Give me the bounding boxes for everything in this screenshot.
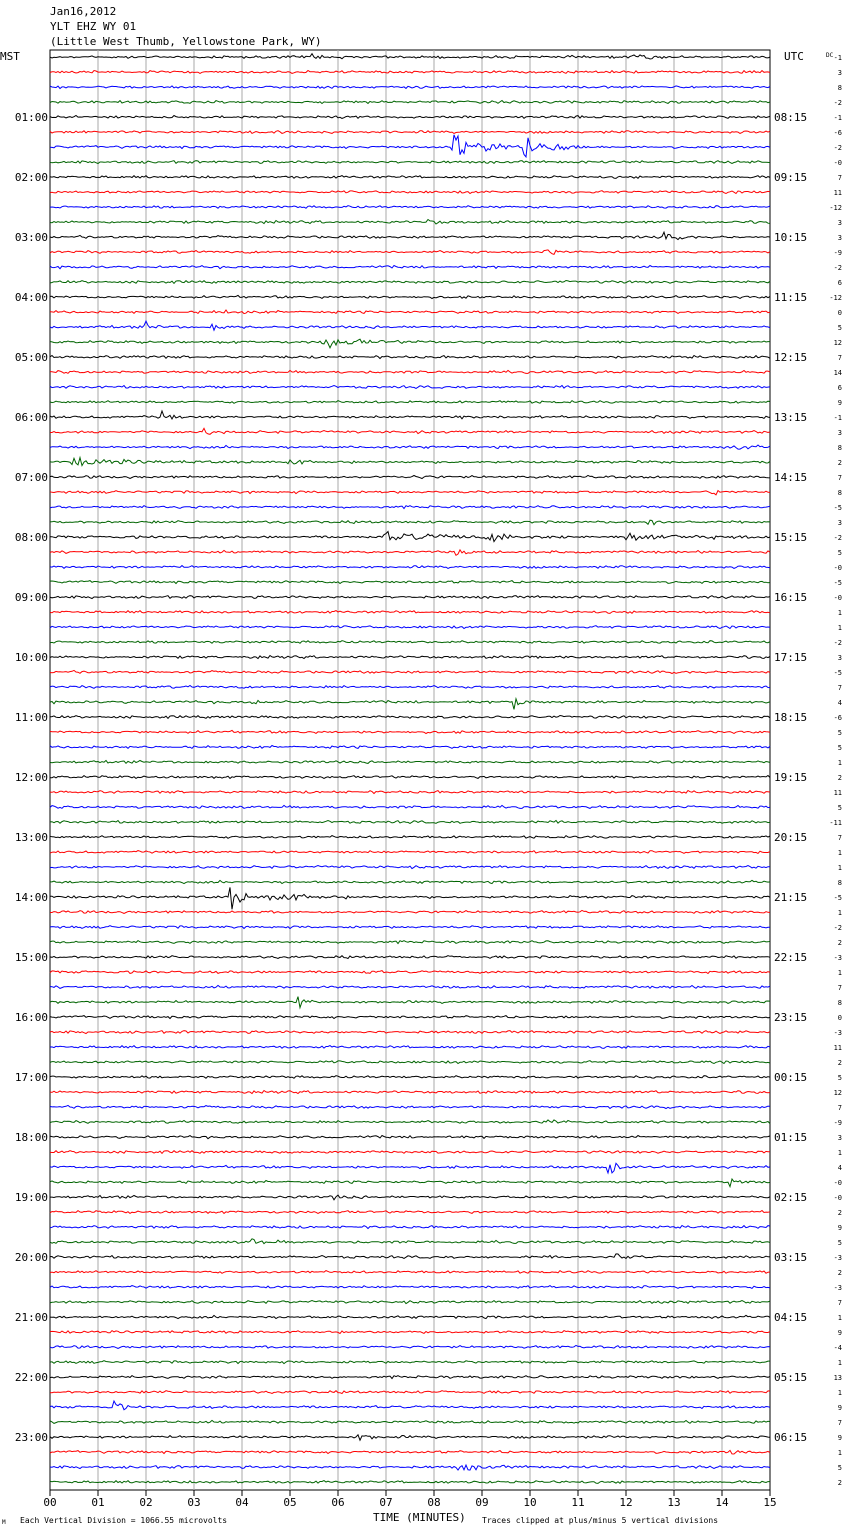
seismic-trace (50, 926, 770, 929)
hour-label-local: 22:00 (14, 1371, 48, 1384)
seismic-trace (50, 699, 770, 710)
seismic-trace (50, 250, 770, 255)
seismic-trace (50, 1420, 770, 1423)
hour-label-local: 03:00 (14, 231, 48, 244)
dc-offset-label: 3 (837, 234, 842, 242)
dc-offset-label: 2 (837, 1209, 842, 1217)
dc-offset-label: 8 (837, 444, 842, 452)
hour-label-utc: 10:15 (774, 231, 808, 244)
seismic-trace (50, 1226, 770, 1229)
seismic-trace (50, 506, 770, 509)
hour-label-local: 19:00 (14, 1191, 48, 1204)
seismic-trace (50, 730, 770, 733)
hour-label-utc: 05:15 (774, 1371, 808, 1384)
seismic-trace (50, 206, 770, 209)
dc-offset-label: 5 (837, 324, 842, 332)
dc-offset-label: -12 (829, 204, 842, 212)
dc-offset-label: 1 (837, 864, 842, 872)
seismic-trace (50, 386, 770, 389)
dc-offset-label: -2 (833, 534, 842, 542)
hour-label-utc: 18:15 (774, 711, 808, 724)
corner-mark: M (2, 1519, 6, 1526)
hour-label-local: 08:00 (14, 531, 48, 544)
hour-label-local: 17:00 (14, 1071, 48, 1084)
seismic-trace (50, 887, 770, 909)
dc-offset-label: 5 (837, 1239, 842, 1247)
seismic-trace (50, 941, 770, 944)
hour-label-utc: 08:15 (774, 111, 808, 124)
dc-offset-label: 8 (837, 879, 842, 887)
seismic-trace (50, 370, 770, 373)
hour-label-local: 12:00 (14, 771, 48, 784)
station-date: Jan16,2012 (50, 5, 117, 18)
seismic-trace (50, 1481, 770, 1484)
hour-label-local: 02:00 (14, 171, 48, 184)
dc-offset-label: -2 (833, 144, 842, 152)
dc-offset-label: 1 (837, 1149, 842, 1157)
hour-label-utc: 03:15 (774, 1251, 808, 1264)
dc-offset-label: 8 (837, 999, 842, 1007)
hour-label-utc: 14:15 (774, 471, 808, 484)
dc-offset-label: 7 (837, 354, 842, 362)
dc-offset-label: 9 (837, 1329, 842, 1337)
x-tick-label: 02 (139, 1496, 153, 1509)
dc-offset-label: 11 (833, 789, 842, 797)
hour-label-local: 10:00 (14, 651, 48, 664)
seismic-trace (50, 956, 770, 959)
dc-offset-label: 9 (837, 1404, 842, 1412)
x-tick-label: 07 (379, 1496, 393, 1509)
dc-offset-label: 1 (837, 1359, 842, 1367)
dc-offset-label: 3 (837, 69, 842, 77)
seismic-trace (50, 1151, 770, 1154)
dc-offset-label: 5 (837, 1074, 842, 1082)
seismic-trace (50, 805, 770, 808)
seismic-trace (50, 641, 770, 644)
seismic-trace (50, 232, 770, 239)
seismic-trace (50, 1076, 770, 1079)
seismic-trace (50, 54, 770, 59)
seismic-trace (50, 220, 770, 225)
seismic-trace (50, 1061, 770, 1064)
dc-offset-label: 1 (837, 609, 842, 617)
hour-label-utc: 22:15 (774, 951, 808, 964)
hour-label-utc: 06:15 (774, 1431, 808, 1444)
seismic-trace (50, 566, 770, 569)
x-tick-label: 08 (427, 1496, 441, 1509)
seismic-trace (50, 851, 770, 854)
x-axis-title: TIME (MINUTES) (373, 1511, 466, 1524)
dc-offset-label: 12 (833, 339, 842, 347)
dc-offset-label: -5 (833, 894, 842, 902)
seismic-trace (50, 761, 770, 764)
hour-label-local: 16:00 (14, 1011, 48, 1024)
seismic-trace (50, 1254, 770, 1259)
seismic-trace (50, 1331, 770, 1334)
seismic-trace (50, 458, 770, 466)
seismic-trace (50, 1376, 770, 1379)
dc-offset-label: -3 (833, 1029, 842, 1037)
dc-offset-label: 3 (837, 429, 842, 437)
seismic-trace (50, 295, 770, 298)
dc-offset-label: -0 (833, 1179, 842, 1187)
hour-label-utc: 21:15 (774, 891, 808, 904)
seismic-trace (50, 86, 770, 89)
dc-offset-label: 4 (837, 1164, 842, 1172)
seismic-trace (50, 520, 770, 525)
seismic-trace (50, 475, 770, 478)
seismic-trace (50, 491, 770, 495)
dc-offset-label: 5 (837, 1464, 842, 1472)
seismic-trace (50, 791, 770, 794)
dc-offset-label: -12 (829, 294, 842, 302)
seismic-trace (50, 1286, 770, 1289)
dc-offset-label: 5 (837, 729, 842, 737)
dc-offset-label: -2 (833, 264, 842, 272)
dc-offset-label: -9 (833, 249, 842, 257)
seismic-trace (50, 1450, 770, 1454)
hour-label-local: 20:00 (14, 1251, 48, 1264)
hour-label-utc: 11:15 (774, 291, 808, 304)
seismic-trace (50, 985, 770, 988)
hour-label-utc: 09:15 (774, 171, 808, 184)
x-tick-label: 11 (571, 1496, 585, 1509)
dc-offset-label: 5 (837, 549, 842, 557)
seismic-trace (50, 191, 770, 194)
dc-offset-label: 1 (837, 1314, 842, 1322)
x-tick-label: 05 (283, 1496, 297, 1509)
seismic-trace (50, 821, 770, 824)
hour-label-local: 14:00 (14, 891, 48, 904)
dc-offset-label: -11 (829, 819, 842, 827)
dc-offset-label: 14 (833, 369, 842, 377)
dc-offset-label: 2 (837, 774, 842, 782)
dc-offset-label: 5 (837, 744, 842, 752)
x-tick-label: 04 (235, 1496, 249, 1509)
seismic-trace (50, 1465, 770, 1470)
hour-label-local: 06:00 (14, 411, 48, 424)
seismic-trace (50, 411, 770, 419)
seismic-trace (50, 1163, 770, 1173)
dc-offset-label: -1 (833, 54, 842, 62)
seismic-trace (50, 626, 770, 629)
seismic-trace (50, 1271, 770, 1274)
seismic-trace (50, 1435, 770, 1440)
dc-offset-label: -9 (833, 1119, 842, 1127)
dc-offset-label: -2 (833, 639, 842, 647)
dc-offset-label: 2 (837, 939, 842, 947)
seismic-trace (50, 310, 770, 314)
seismic-trace (50, 1046, 770, 1049)
dc-offset-label: -3 (833, 954, 842, 962)
seismic-trace (50, 716, 770, 719)
dc-offset-label: 3 (837, 519, 842, 527)
seismic-trace (50, 1345, 770, 1348)
station-channel: YLT EHZ WY 01 (50, 20, 137, 33)
dc-offset-label: 11 (833, 189, 842, 197)
hour-label-local: 01:00 (14, 111, 48, 124)
dc-offset-label: 1 (837, 1449, 842, 1457)
dc-offset-header: DC (826, 52, 834, 59)
dc-offset-label: -6 (833, 129, 842, 137)
seismic-trace (50, 746, 770, 749)
dc-offset-label: 2 (837, 1479, 842, 1487)
seismic-trace (50, 1301, 770, 1304)
seismic-trace (50, 401, 770, 404)
x-tick-label: 12 (619, 1496, 633, 1509)
station-location: (Little West Thumb, Yellowstone Park, WY) (50, 35, 322, 48)
clip-note: Traces clipped at plus/minus 5 vertical divisions (482, 1516, 719, 1525)
seismic-trace (50, 1401, 770, 1410)
seismic-trace (50, 971, 770, 974)
x-tick-label: 01 (91, 1496, 105, 1509)
dc-offset-label: -5 (833, 579, 842, 587)
seismic-trace (50, 910, 770, 913)
seismic-trace (50, 356, 770, 359)
x-tick-label: 06 (331, 1496, 345, 1509)
hour-label-local: 18:00 (14, 1131, 48, 1144)
hour-label-local: 21:00 (14, 1311, 48, 1324)
dc-offset-label: 9 (837, 1434, 842, 1442)
plot-frame (50, 50, 770, 1490)
seismic-trace (50, 656, 770, 659)
seismic-trace (50, 1091, 770, 1094)
hour-label-local: 04:00 (14, 291, 48, 304)
seismic-trace (50, 1105, 770, 1108)
dc-offset-label: 1 (837, 624, 842, 632)
seismic-trace (50, 1315, 770, 1318)
seismic-trace (50, 836, 770, 839)
dc-offset-label: 2 (837, 1269, 842, 1277)
dc-offset-label: -3 (833, 1284, 842, 1292)
dc-offset-label: 7 (837, 1299, 842, 1307)
dc-offset-label: -0 (833, 564, 842, 572)
dc-offset-label: -4 (833, 1344, 842, 1352)
dc-offset-label: 7 (837, 834, 842, 842)
seismic-trace (50, 116, 770, 119)
dc-offset-label: 1 (837, 909, 842, 917)
hour-label-utc: 20:15 (774, 831, 808, 844)
seismic-trace (50, 71, 770, 74)
seismic-trace (50, 135, 770, 157)
dc-offset-label: 8 (837, 489, 842, 497)
seismic-trace (50, 866, 770, 869)
x-tick-label: 03 (187, 1496, 201, 1509)
x-tick-label: 09 (475, 1496, 489, 1509)
dc-offset-label: 6 (837, 279, 842, 287)
dc-offset-label: 11 (833, 1044, 842, 1052)
dc-offset-label: 7 (837, 474, 842, 482)
dc-offset-label: 4 (837, 699, 842, 707)
dc-offset-label: 7 (837, 174, 842, 182)
hour-label-utc: 19:15 (774, 771, 808, 784)
seismic-trace (50, 1391, 770, 1394)
dc-offset-label: -0 (833, 594, 842, 602)
dc-offset-label: -2 (833, 99, 842, 107)
seismic-trace (50, 611, 770, 614)
dc-offset-label: 1 (837, 1389, 842, 1397)
x-tick-label: 10 (523, 1496, 537, 1509)
seismic-trace (50, 428, 770, 434)
dc-offset-label: 1 (837, 759, 842, 767)
hour-label-local: 15:00 (14, 951, 48, 964)
seismic-trace (50, 776, 770, 779)
dc-offset-label: 2 (837, 459, 842, 467)
hour-label-utc: 00:15 (774, 1071, 808, 1084)
seismic-trace (50, 339, 770, 348)
dc-offset-label: 7 (837, 984, 842, 992)
seismic-trace (50, 1239, 770, 1244)
hour-label-local: 11:00 (14, 711, 48, 724)
seismic-trace (50, 445, 770, 449)
hour-label-utc: 17:15 (774, 651, 808, 664)
seismic-trace (50, 532, 770, 542)
dc-offset-label: 6 (837, 384, 842, 392)
seismic-trace (50, 1136, 770, 1139)
hour-label-utc: 12:15 (774, 351, 808, 364)
hour-label-local: 23:00 (14, 1431, 48, 1444)
dc-offset-label: -1 (833, 414, 842, 422)
seismic-trace (50, 321, 770, 330)
x-tick-label: 13 (667, 1496, 681, 1509)
left-timezone-label: MST (0, 50, 20, 63)
hour-label-utc: 15:15 (774, 531, 808, 544)
dc-offset-label: 0 (837, 1014, 842, 1022)
hour-label-utc: 16:15 (774, 591, 808, 604)
dc-offset-label: -6 (833, 714, 842, 722)
hour-label-utc: 13:15 (774, 411, 808, 424)
seismic-trace (50, 596, 770, 599)
dc-offset-label: 9 (837, 1224, 842, 1232)
seismic-trace (50, 1031, 770, 1034)
hour-label-local: 09:00 (14, 591, 48, 604)
seismic-trace (50, 997, 770, 1008)
seismic-trace (50, 1361, 770, 1364)
seismic-trace (50, 281, 770, 284)
dc-offset-label: 1 (837, 849, 842, 857)
seismic-trace (50, 1120, 770, 1124)
x-tick-label: 15 (763, 1496, 777, 1509)
seismic-trace (50, 1016, 770, 1019)
dc-offset-label: 9 (837, 399, 842, 407)
dc-offset-label: -0 (833, 1194, 842, 1202)
seismic-trace (50, 550, 770, 555)
dc-offset-label: 0 (837, 309, 842, 317)
dc-offset-label: 7 (837, 684, 842, 692)
seismic-trace (50, 101, 770, 104)
dc-offset-label: -5 (833, 504, 842, 512)
seismic-trace (50, 1195, 770, 1200)
dc-offset-label: -0 (833, 159, 842, 167)
right-timezone-label: UTC (784, 50, 804, 63)
seismic-trace (50, 1211, 770, 1214)
seismic-trace (50, 670, 770, 673)
seismic-trace (50, 686, 770, 689)
dc-offset-label: -3 (833, 1254, 842, 1262)
dc-offset-label: 3 (837, 219, 842, 227)
seismic-trace (50, 880, 770, 883)
x-tick-label: 14 (715, 1496, 729, 1509)
dc-offset-label: 7 (837, 1104, 842, 1112)
seismic-trace (50, 581, 770, 584)
seismic-trace (50, 176, 770, 179)
hour-label-utc: 23:15 (774, 1011, 808, 1024)
x-tick-label: 00 (43, 1496, 57, 1509)
dc-offset-label: 2 (837, 1059, 842, 1067)
dc-offset-label: -2 (833, 924, 842, 932)
hour-label-local: 05:00 (14, 351, 48, 364)
dc-offset-label: 8 (837, 84, 842, 92)
dc-offset-label: 13 (833, 1374, 842, 1382)
scale-note: Each Vertical Division = 1066.55 microvolts (20, 1516, 228, 1525)
dc-offset-label: 12 (833, 1089, 842, 1097)
dc-offset-label: 1 (837, 969, 842, 977)
hour-label-utc: 01:15 (774, 1131, 808, 1144)
dc-offset-label: 3 (837, 1134, 842, 1142)
hour-label-local: 13:00 (14, 831, 48, 844)
seismic-trace (50, 131, 770, 134)
seismic-trace (50, 1179, 770, 1187)
dc-offset-label: -5 (833, 669, 842, 677)
hour-label-local: 07:00 (14, 471, 48, 484)
dc-offset-label: 7 (837, 1419, 842, 1427)
hour-label-utc: 04:15 (774, 1311, 808, 1324)
dc-offset-label: 5 (837, 804, 842, 812)
seismic-trace (50, 161, 770, 164)
dc-offset-label: -1 (833, 114, 842, 122)
dc-offset-label: 3 (837, 654, 842, 662)
seismic-trace (50, 266, 770, 269)
hour-label-utc: 02:15 (774, 1191, 808, 1204)
